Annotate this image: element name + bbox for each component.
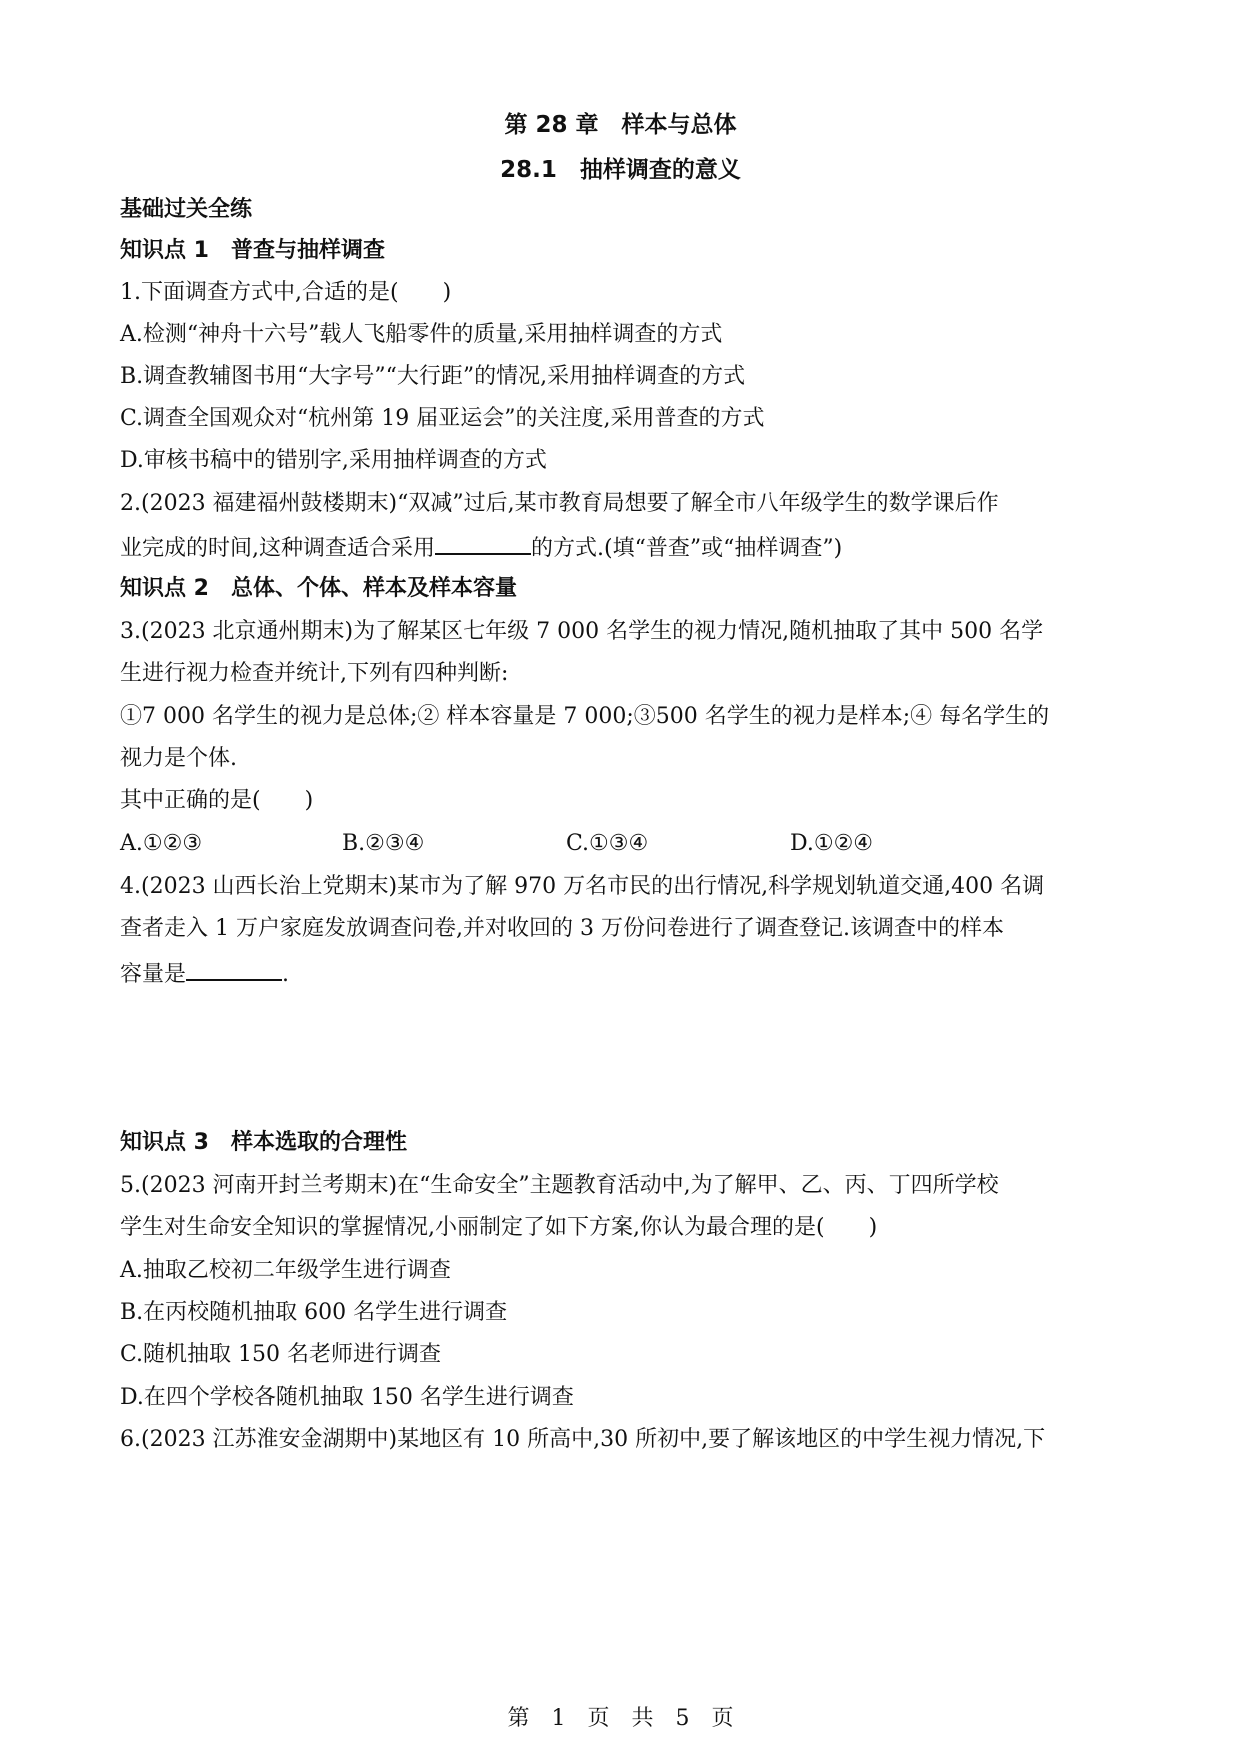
- answer-blank: [435, 531, 531, 555]
- question-3-line-3: ①7 000 名学生的视力是总体;② 样本容量是 7 000;③500 名学生的视力是样本;④ 每名学生的: [120, 704, 1050, 729]
- page-footer: 第 1 页 共 5 页: [507, 1706, 734, 1731]
- answer-blank: [186, 957, 282, 981]
- question-4-text-before-blank: 容量是: [120, 962, 187, 987]
- question-1-option-a: A.检测“神舟十六号”载人飞船零件的质量,采用抽样调查的方式: [120, 322, 723, 347]
- question-3-line-5: 其中正确的是( ): [120, 788, 314, 813]
- question-3-option-d: D.①②④: [790, 831, 874, 856]
- question-5-option-d: D.在四个学校各随机抽取 150 名学生进行调查: [120, 1385, 574, 1410]
- knowledge-point-3: 知识点 3 样本选取的合理性: [120, 1130, 407, 1155]
- question-5-line-2: 学生对生命安全知识的掌握情况,小丽制定了如下方案,你认为最合理的是( ): [120, 1215, 878, 1240]
- question-3-option-c: C.①③④: [566, 831, 649, 856]
- practice-heading: 基础过关全练: [120, 197, 253, 222]
- question-1-option-d: D.审核书稿中的错别字,采用抽样调查的方式: [120, 448, 547, 473]
- question-5-option-b: B.在丙校随机抽取 600 名学生进行调查: [120, 1300, 508, 1325]
- question-3-option-a: A.①②③: [120, 831, 203, 856]
- question-2-text-before-blank: 业完成的时间,这种调查适合采用: [120, 536, 435, 561]
- question-5-option-c: C.随机抽取 150 名老师进行调查: [120, 1342, 442, 1367]
- question-1-option-b: B.调查教辅图书用“大字号”“大行距”的情况,采用抽样调查的方式: [120, 364, 746, 389]
- chapter-title: 第 28 章 样本与总体: [504, 112, 737, 138]
- question-5-option-a: A.抽取乙校初二年级学生进行调查: [120, 1258, 451, 1283]
- question-3-line-2: 生进行视力检查并统计,下列有四种判断:: [120, 661, 509, 686]
- question-3-line-1: 3.(2023 北京通州期末)为了解某区七年级 7 000 名学生的视力情况,随机抽取了其中 500 名学: [120, 619, 1044, 644]
- question-5-line-1: 5.(2023 河南开封兰考期末)在“生命安全”主题教育活动中,为了解甲、乙、丙、丁四所学校: [120, 1173, 999, 1198]
- section-title: 28.1 抽样调查的意义: [500, 157, 741, 183]
- question-4-line-1: 4.(2023 山西长治上党期末)某市为了解 970 万名市民的出行情况,科学规划轨道交通,400 名调: [120, 874, 1045, 899]
- question-2-line-1: 2.(2023 福建福州鼓楼期末)“双减”过后,某市教育局想要了解全市八年级学生的数学课后作: [120, 491, 999, 516]
- question-1-stem: 1.下面调查方式中,合适的是( ): [120, 280, 452, 305]
- question-3-line-4: 视力是个体.: [120, 746, 237, 771]
- knowledge-point-2: 知识点 2 总体、个体、样本及样本容量: [120, 576, 517, 601]
- question-4-line-3: [120, 957, 1130, 990]
- question-3-option-b: B.②③④: [342, 831, 425, 856]
- question-2-line-2: [120, 531, 1130, 564]
- question-2-text-after-blank: 的方式.(填“普查”或“抽样调查”): [531, 536, 843, 561]
- question-4-text-after-blank: .: [282, 962, 290, 987]
- knowledge-point-1: 知识点 1 普查与抽样调查: [120, 238, 385, 263]
- question-6-line-1: 6.(2023 江苏淮安金湖期中)某地区有 10 所高中,30 所初中,要了解该地区的中学生视力情况,下: [120, 1427, 1046, 1452]
- question-4-line-2: 查者走入 1 万户家庭发放调查问卷,并对收回的 3 万份问卷进行了调查登记.该调查中的样本: [120, 916, 1004, 941]
- question-1-option-c: C.调查全国观众对“杭州第 19 届亚运会”的关注度,采用普查的方式: [120, 406, 765, 431]
